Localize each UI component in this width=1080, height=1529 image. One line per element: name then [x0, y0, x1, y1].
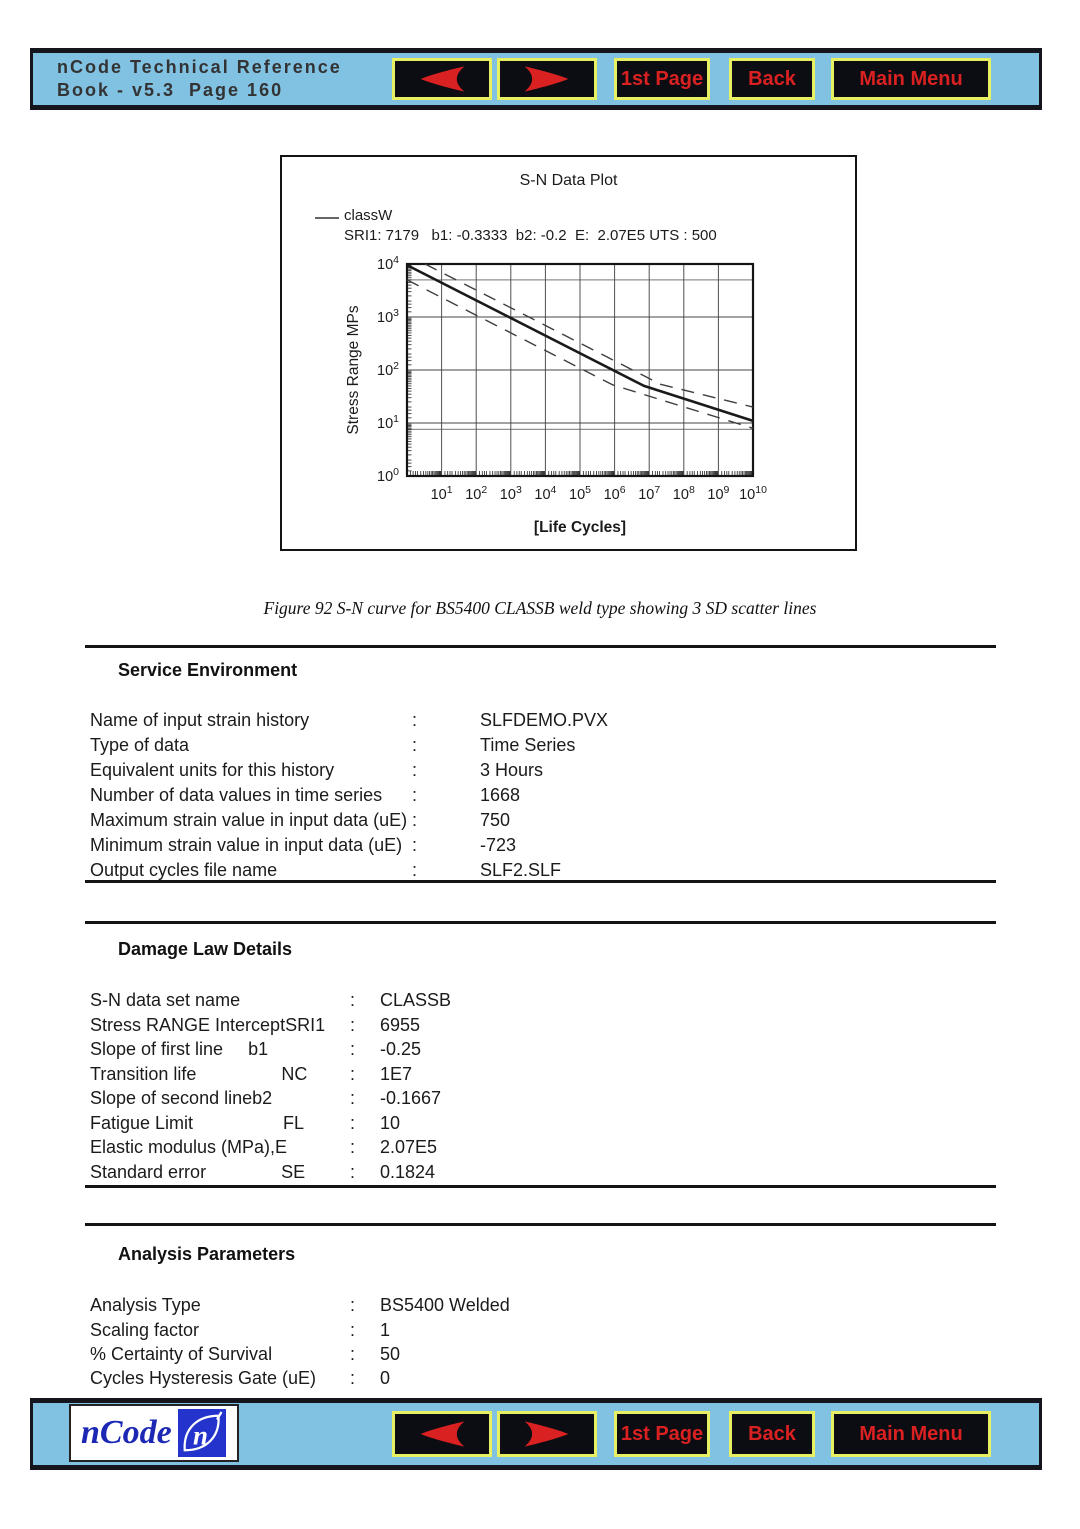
kv-label: Type of data [90, 735, 190, 755]
right-arrow-icon [519, 64, 575, 94]
kv-row [90, 1295, 1000, 1320]
prev-page-button[interactable] [392, 58, 492, 100]
section-divider [85, 1185, 996, 1188]
kv-label: S-N data set name [90, 990, 241, 1010]
kv-row [90, 1162, 1000, 1187]
ncode-logo [69, 1404, 239, 1462]
axis-tick-label: $10^1$ [430, 484, 453, 503]
next-page-button[interactable] [497, 1411, 597, 1457]
footer-nav [392, 1403, 991, 1465]
kv-label: Cycles Hysteresis Gate (uE) [90, 1368, 317, 1388]
section-heading-service-environment: Service Environment [118, 660, 298, 680]
back-button[interactable]: Back [729, 1411, 815, 1457]
axis-tick-label: $10^0$ [377, 466, 399, 485]
kv-colon: : [412, 785, 418, 805]
kv-label: Slope of first line b1 [90, 1039, 269, 1059]
kv-colon: : [350, 1039, 356, 1059]
kv-value: 50 [380, 1344, 401, 1364]
kv-value: 2.07E5 [380, 1137, 438, 1157]
kv-row [90, 710, 1000, 735]
kv-row [90, 990, 1000, 1015]
kv-colon: : [350, 1113, 356, 1133]
kv-label: Fatigue Limit FL [90, 1113, 305, 1133]
axis-tick-label: $10^3$ [499, 484, 522, 503]
kv-label: Transition life NC [90, 1064, 308, 1084]
kv-row [90, 835, 1000, 860]
kv-label: Number of data values in time series [90, 785, 383, 805]
kv-value: 1E7 [380, 1064, 413, 1084]
left-arrow-icon [414, 1419, 470, 1449]
kv-colon: : [350, 1137, 356, 1157]
kv-row [90, 1039, 1000, 1064]
prev-page-button[interactable] [392, 1411, 492, 1457]
header-nav [392, 53, 991, 105]
kv-colon: : [350, 1368, 356, 1388]
kv-value: 10 [380, 1113, 401, 1133]
back-button[interactable]: Back [729, 58, 815, 100]
section-divider [85, 880, 996, 883]
kv-value: -0.1667 [380, 1088, 442, 1108]
kv-colon: : [350, 1015, 356, 1035]
kv-colon: : [412, 860, 418, 880]
header-bar [30, 48, 1042, 110]
kv-value: SLF2.SLF [480, 860, 562, 880]
kv-value: BS5400 Welded [380, 1295, 510, 1315]
kv-row [90, 735, 1000, 760]
kv-colon: : [350, 1320, 356, 1340]
kv-row [90, 785, 1000, 810]
axis-tick-label: $10^4$ [377, 254, 399, 273]
kv-label: Output cycles file name [90, 860, 278, 880]
main-menu-button[interactable]: Main Menu [831, 1411, 991, 1457]
kv-value: 0 [380, 1368, 391, 1388]
left-arrow-icon [414, 64, 470, 94]
y-axis-label: Stress Range MPs [345, 305, 362, 435]
kv-colon: : [412, 760, 418, 780]
ncode-logo-mark-icon [178, 1409, 226, 1457]
axis-tick-label: $10^5$ [569, 484, 591, 503]
axis-tick-label: $10^2$ [377, 360, 399, 379]
axis-tick-label: $10^4$ [534, 484, 557, 503]
kv-colon: : [350, 1088, 356, 1108]
kv-colon: : [350, 990, 356, 1010]
kv-colon: : [412, 710, 418, 730]
kv-row [90, 1088, 1000, 1113]
sn-chart [280, 155, 857, 551]
axis-tick-label: $10^1$ [377, 413, 399, 432]
kv-row [90, 1320, 1000, 1345]
kv-label: Standard error SE [90, 1162, 306, 1182]
axis-tick-label: $10^2$ [465, 484, 488, 503]
axis-tick-label: $10^6$ [603, 484, 626, 503]
axis-tick-label: $10^{10}$ [739, 484, 767, 503]
axis-tick-label: $10^8$ [672, 484, 695, 503]
kv-value: -723 [480, 835, 517, 855]
chart-title: S-N Data Plot [519, 172, 618, 189]
kv-label: Slope of second lineb2 [90, 1088, 273, 1108]
ncode-logo-text: nCode [81, 1414, 172, 1451]
axis-tick-label: $10^3$ [377, 307, 399, 326]
section-divider [85, 1223, 996, 1226]
page-title [57, 56, 342, 103]
kv-value: Time Series [480, 735, 576, 755]
kv-label: Equivalent units for this history [90, 760, 335, 780]
kv-value: 1668 [480, 785, 521, 805]
kv-value: 6955 [380, 1015, 421, 1035]
axis-tick-label: $10^9$ [707, 484, 730, 503]
figure-caption: Figure 92 S-N curve for BS5400 CLASSB weld type showing 3 SD scatter lines [263, 598, 817, 618]
section-heading-analysis-parameters: Analysis Parameters [118, 1244, 296, 1264]
kv-label: Maximum strain value in input data (uE) [90, 810, 408, 830]
x-axis-label: [Life Cycles] [533, 519, 627, 536]
kv-row [90, 1344, 1000, 1369]
kv-label: Name of input strain history [90, 710, 310, 730]
kv-row [90, 1368, 1000, 1393]
legend-series-params: SRI1: 7179 b1: -0.3333 b2: -0.2 E: 2.07E5 UTS : 500 [344, 227, 717, 244]
svg-text:n: n [192, 1420, 208, 1451]
kv-label: Scaling factor [90, 1320, 200, 1340]
next-page-button[interactable] [497, 58, 597, 100]
kv-row [90, 1064, 1000, 1089]
kv-value: -0.25 [380, 1039, 422, 1059]
kv-colon: : [412, 835, 418, 855]
first-page-button[interactable]: 1st Page [614, 58, 710, 100]
kv-label: Analysis Type [90, 1295, 201, 1315]
kv-label: Stress RANGE InterceptSRI1 [90, 1015, 326, 1035]
section-heading-damage-law: Damage Law Details [118, 939, 293, 959]
kv-value: 3 Hours [480, 760, 544, 780]
kv-row [90, 1137, 1000, 1162]
kv-label: Elastic modulus (MPa),E [90, 1137, 288, 1157]
main-menu-button[interactable]: Main Menu [831, 58, 991, 100]
section-divider [85, 645, 996, 648]
kv-value: 0.1824 [380, 1162, 436, 1182]
footer-bar [30, 1398, 1042, 1470]
kv-value: SLFDEMO.PVX [480, 710, 609, 730]
kv-value: 1 [380, 1320, 391, 1340]
page-title-line1: nCode Technical Reference [57, 57, 342, 77]
kv-colon: : [350, 1295, 356, 1315]
kv-row [90, 1113, 1000, 1138]
section-divider [85, 921, 996, 924]
axis-tick-label: $10^7$ [638, 484, 661, 503]
kv-row [90, 760, 1000, 785]
kv-label: Minimum strain value in input data (uE) [90, 835, 408, 855]
kv-colon: : [412, 735, 418, 755]
kv-colon: : [350, 1162, 356, 1182]
page-title-line2: Book - v5.3 Page 160 [57, 80, 284, 101]
first-page-button[interactable]: 1st Page [614, 1411, 710, 1457]
kv-value: 750 [480, 810, 511, 830]
kv-row [90, 810, 1000, 835]
kv-row [90, 1015, 1000, 1040]
kv-colon: : [350, 1064, 356, 1084]
kv-colon: : [412, 810, 418, 830]
legend-series-name: classW [344, 207, 393, 224]
kv-colon: : [350, 1344, 356, 1364]
kv-value: CLASSB [380, 990, 452, 1010]
kv-label: % Certainty of Survival [90, 1344, 273, 1364]
right-arrow-icon [519, 1419, 575, 1449]
